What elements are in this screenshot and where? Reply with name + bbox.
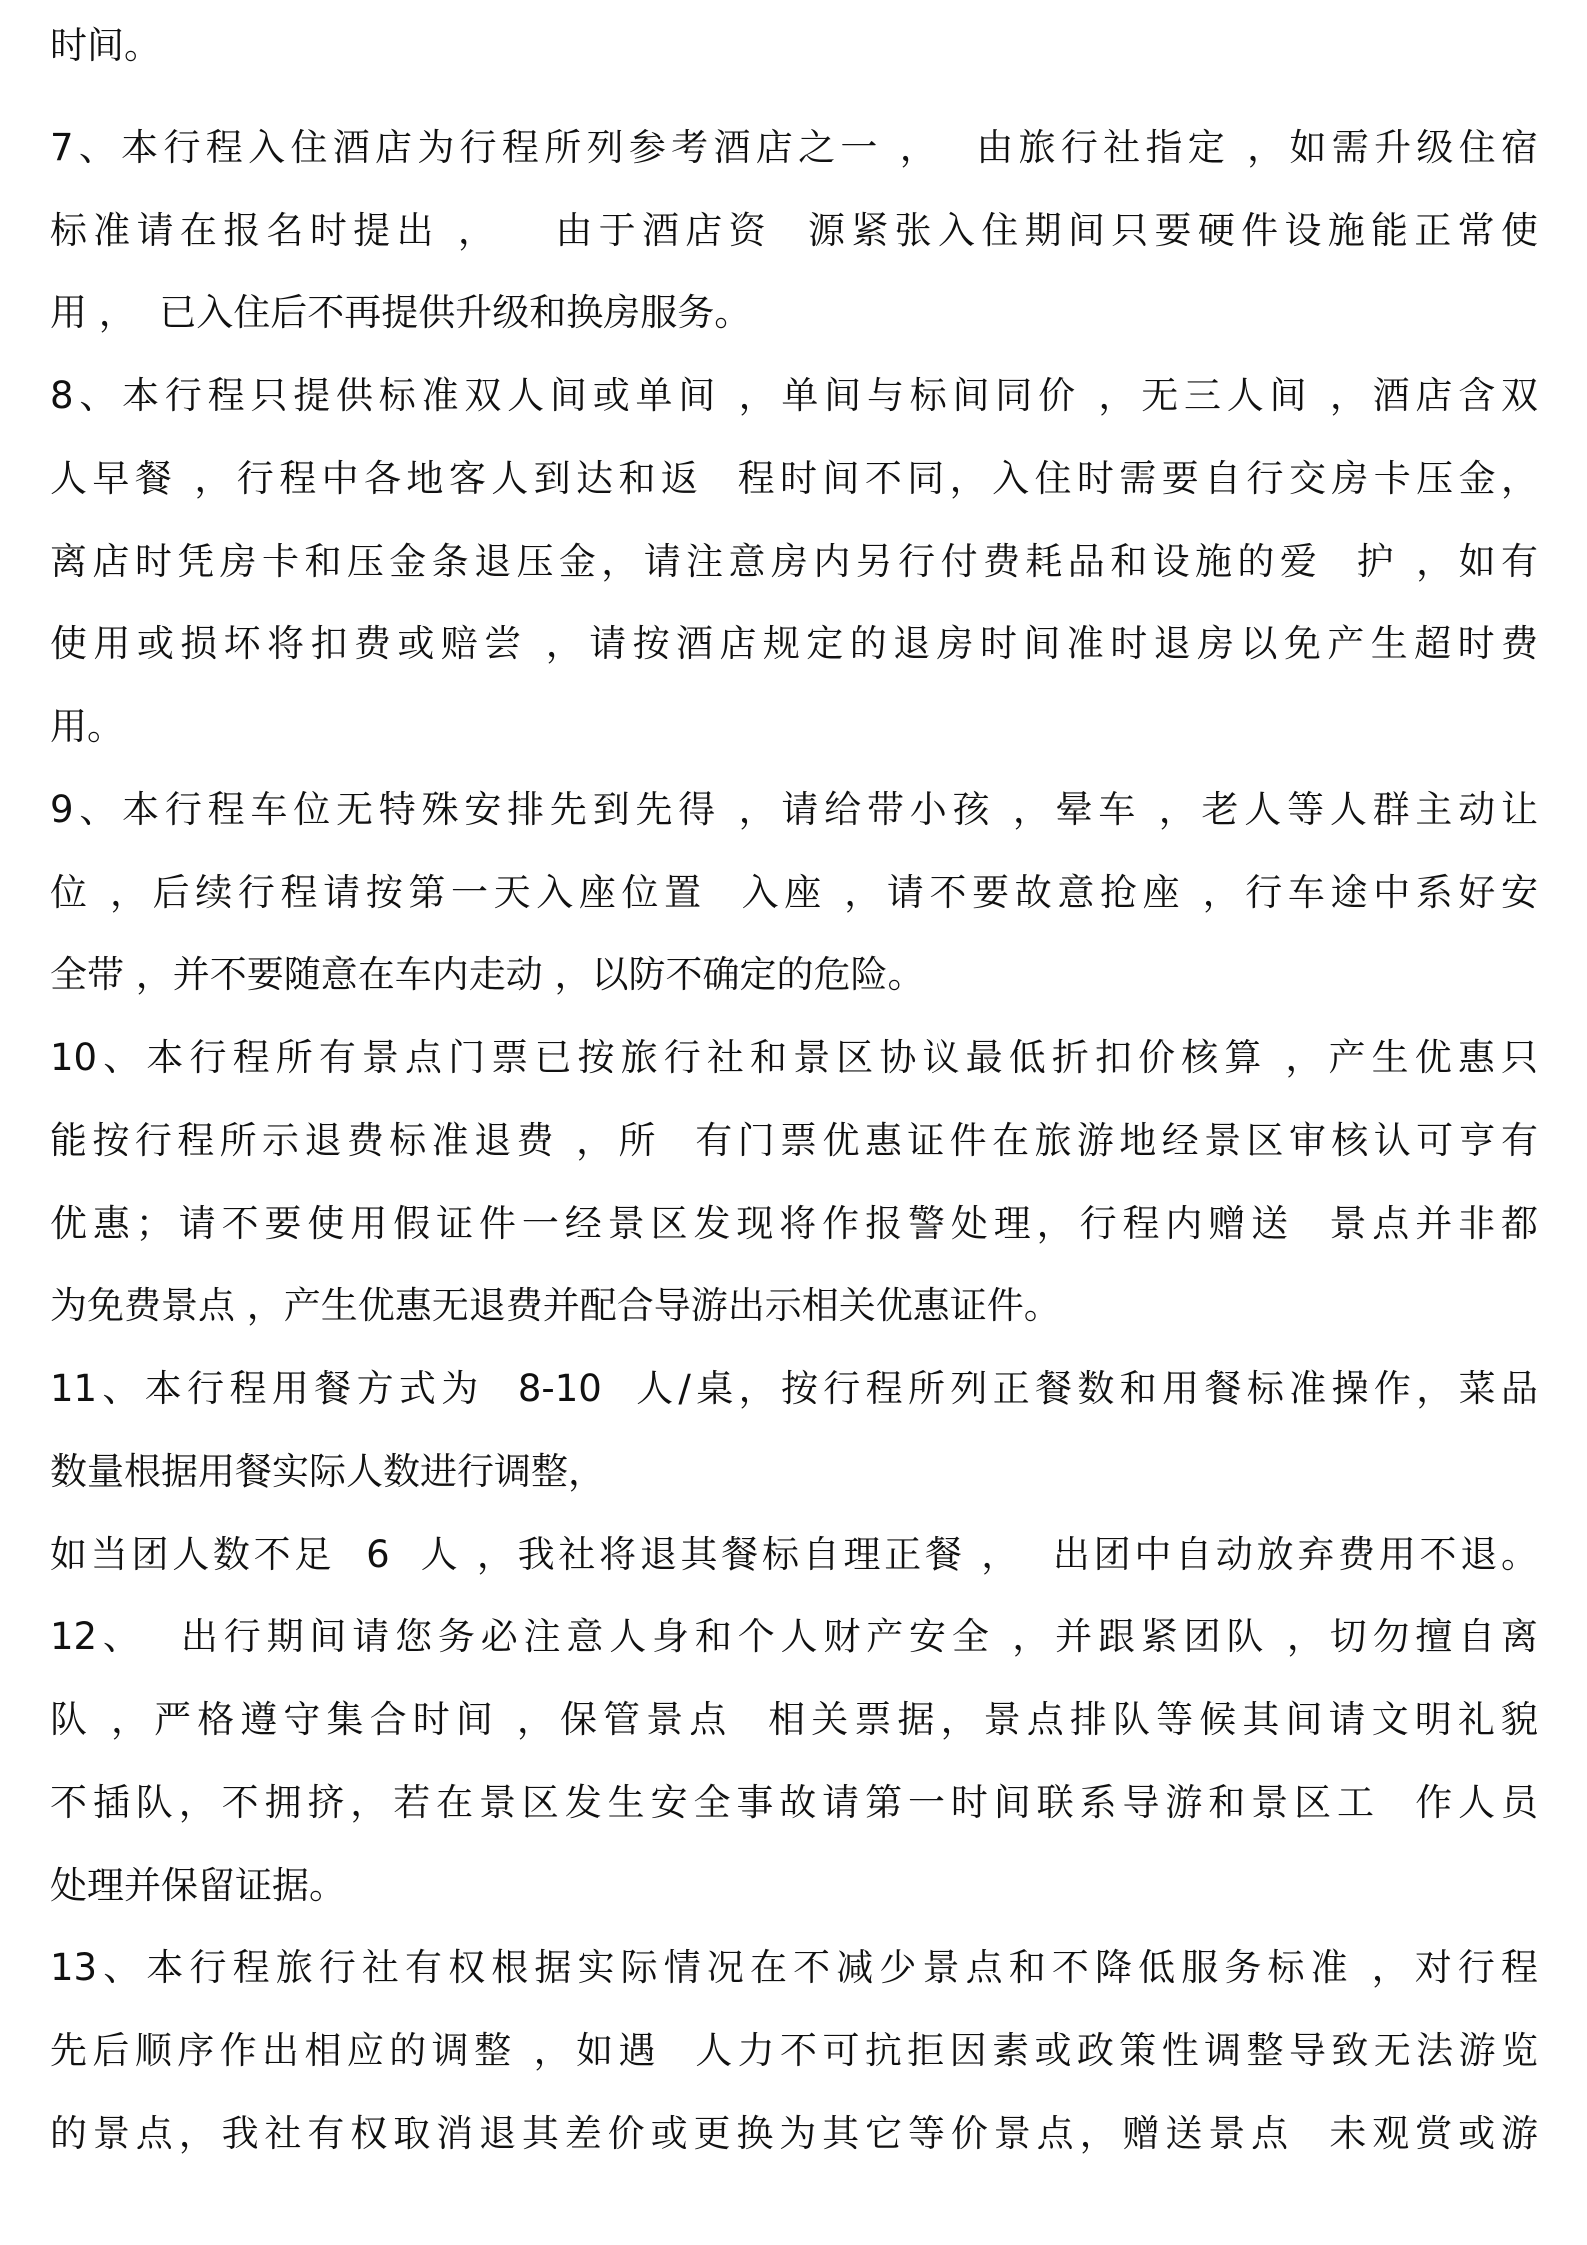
text-line: 13、本行程旅行社有权根据实际情况在不减少景点和不降低服务标准 ，对行程 [50, 1946, 1538, 1989]
text-line: 8、本行程只提供标准双人间或单间 ，单间与标间同价 ，无三人间 ，酒店含双 [50, 374, 1538, 417]
text-line: 用 ， 已入住后不再提供升级和换房服务。 [50, 291, 752, 334]
text-line: 队 ，严格遵守集合时间 ，保管景点 相关票据，景点排队等候其间请文明礼貌 [50, 1698, 1538, 1741]
text-line: 的景点，我社有权取消退其差价或更换为其它等价景点，赠送景点 未观赏或游 [50, 2112, 1538, 2155]
text-line: 不插队，不拥挤，若在景区发生安全事故请第一时间联系导游和景区工 作人员 [50, 1781, 1538, 1824]
text-line: 先后顺序作出相应的调整 ，如遇 人力不可抗拒因素或政策性调整导致无法游览 [50, 2029, 1538, 2072]
text-line: 处理并保留证据。 [50, 1864, 346, 1907]
text-line: 优惠；请不要使用假证件一经景区发现将作报警处理，行程内赠送 景点并非都 [50, 1202, 1538, 1245]
text-line: 全带 ，并不要随意在车内走动 ，以防不确定的危险。 [50, 953, 925, 996]
text-line: 使用或损坏将扣费或赔尝 ，请按酒店规定的退房时间准时退房以免产生超时费 [50, 622, 1538, 665]
text-line: 为免费景点 ，产生优惠无退费并配合导游出示相关优惠证件。 [50, 1284, 1061, 1327]
text-line: 人早餐 ，行程中各地客人到达和返 程时间不同，入住时需要自行交房卡压金， [50, 457, 1538, 500]
text-line: 离店时凭房卡和压金条退压金，请注意房内另行付费耗品和设施的爱 护 ，如有 [50, 540, 1538, 583]
text-line: 11、本行程用餐方式为 8-10 人/桌，按行程所列正餐数和用餐标准操作，菜品 [50, 1367, 1538, 1410]
text-line: 位 ，后续行程请按第一天入座位置 入座 ，请不要故意抢座 ，行车途中系好安 [50, 871, 1538, 914]
text-line: 能按行程所示退费标准退费 ，所 有门票优惠证件在旅游地经景区审核认可亨有 [50, 1119, 1538, 1162]
text-line: 时间。 [50, 24, 161, 67]
text-line: 数量根据用餐实际人数进行调整， [50, 1450, 605, 1493]
text-line: 标准请在报名时提出 ， 由于酒店资 源紧张入住期间只要硬件设施能正常使 [50, 209, 1538, 252]
text-line: 10、本行程所有景点门票已按旅行社和景区协议最低折扣价核算 ，产生优惠只 [50, 1036, 1538, 1079]
text-line: 用。 [50, 705, 124, 748]
text-line: 7、本行程入住酒店为行程所列参考酒店之一 ， 由旅行社指定 ，如需升级住宿 [50, 126, 1538, 169]
text-line: 9、本行程车位无特殊安排先到先得 ，请给带小孩 ，晕车 ，老人等人群主动让 [50, 788, 1538, 831]
text-line: 12、 出行期间请您务必注意人身和个人财产安全 ，并跟紧团队 ，切勿擅自离 [50, 1615, 1538, 1658]
text-line: 如当团人数不足 6 人 ，我社将退其餐标自理正餐 ， 出团中自动放弃费用不退。 [50, 1533, 1538, 1576]
